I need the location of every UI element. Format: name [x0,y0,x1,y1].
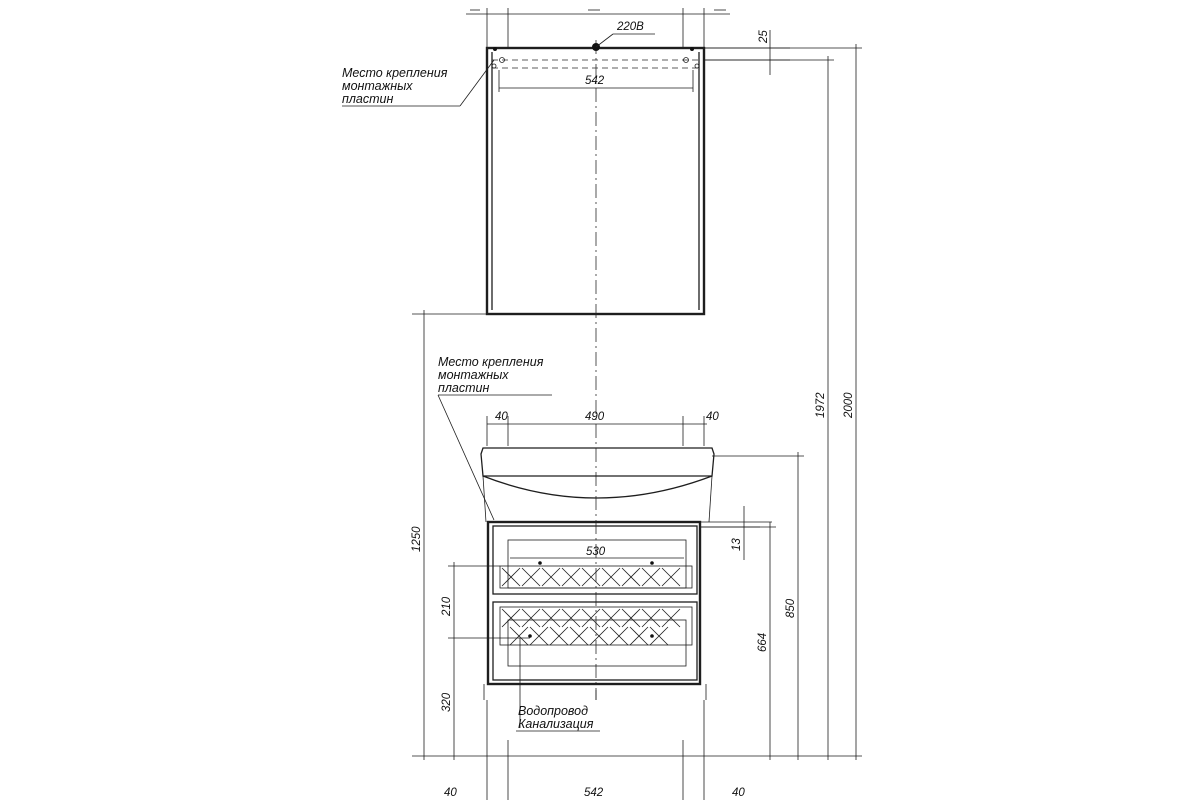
dim-total-height: 2000 [843,392,855,418]
dim-total-height-group [704,44,862,760]
drain-label: Канализация [518,717,594,731]
dim-gap-group [700,506,772,560]
dim-drawer-top: 664 [757,632,769,652]
dim-mirror-bottom: 1250 [411,526,423,552]
dim-mount-spacing: 542 [585,75,605,87]
vanity-top-dims [487,411,719,446]
power-label: 220В [617,21,644,33]
mirror-mount-note [342,60,494,106]
dim-drawer-inner: 530 [586,546,606,558]
drawer-hatch-lower [502,609,680,645]
dim-water-supply: 210 [441,596,453,616]
dim-gap: 13 [731,538,743,551]
dim-vanity-center: 490 [585,411,605,423]
dim-bottom-right: 40 [732,787,745,799]
dim-vanity-left: 40 [495,411,508,423]
dim-bottom-left: 40 [444,787,457,799]
dim-drain: 320 [441,692,453,712]
vanity-unit [481,448,714,700]
dim-mount-height-group [704,56,834,760]
dim-bottom-center: 542 [584,787,604,799]
drawer-hatch-upper [502,568,680,586]
dim-top-height-group [712,452,804,760]
bottom-dimension-chain [444,700,745,800]
dim-vanity-right: 40 [706,411,719,423]
dim-mount-height: 1972 [815,392,827,418]
svg-text:Место крепления: Место крепления [342,66,448,80]
dim-top-height: 850 [785,598,797,618]
water-supply-label: Водопровод [518,704,589,718]
vanity-mount-note [438,355,552,520]
svg-text:пластин: пластин [438,381,490,395]
svg-text:пластин: пластин [342,92,394,106]
dim-water-group [441,562,530,760]
svg-text:монтажных: монтажных [342,79,413,93]
top-dimension-chain [466,8,730,48]
svg-text:монтажных: монтажных [438,368,509,382]
svg-text:Место крепления: Место крепления [438,355,544,369]
dim-top-offset: 25 [758,30,770,43]
dim-drawer-top-group [700,522,776,760]
